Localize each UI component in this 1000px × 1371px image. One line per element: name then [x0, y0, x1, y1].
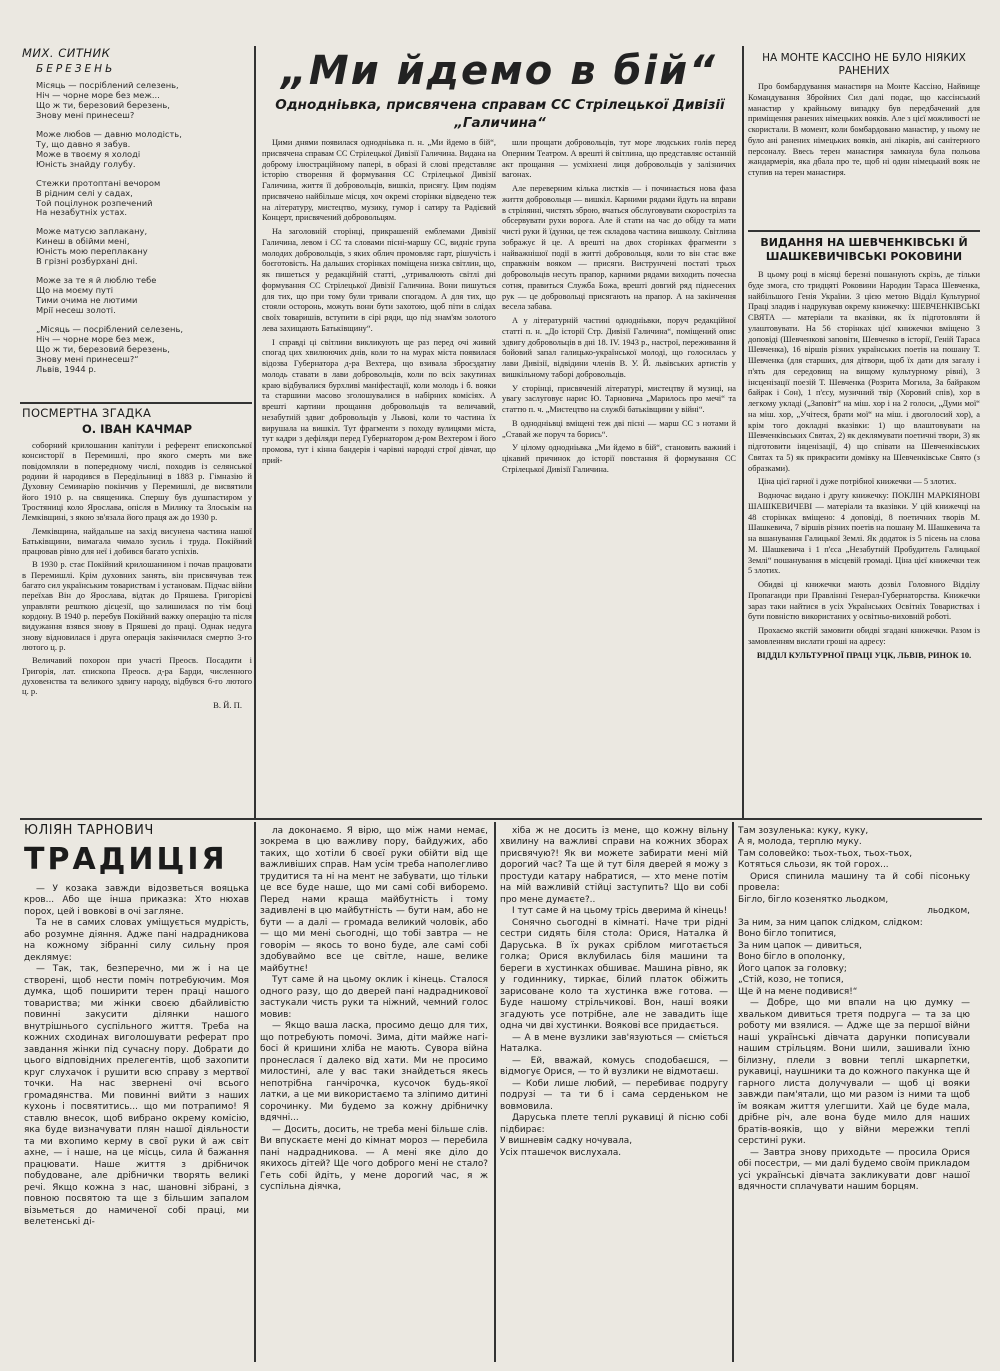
story-paragraph: — Коби лише любий, — перебиває подругу подрузі — та ти б і сама серденьком не вовмовила.: [500, 1078, 728, 1112]
poem-stanza: [36, 81, 252, 121]
obituary-name: О. ІВАН КАЧМАР: [81, 422, 193, 436]
story-paragraph: хіба ж не досить із мене, що кожну вільну хвилину на важливі справи на кожних зборах присвячую?! Як ви можете забирати мені мій дорогий час? Та ще й тут біля дверей я можу з простуди катару набратися, — хто мене потім на мій важливій стійці заступить? Що ви собі про мене думаєте?..: [500, 826, 728, 905]
story-paragraph: — А в мене вузлики зав'язуються — сміється Наталка.: [500, 1032, 728, 1055]
story-paragraph: — Якщо ваша ласка, просимо дещо для тих, що потребують помочі. Зима, діти майже нагі-босі й кришини хліба не мають. Сувора війна пронеслася ї далеко від хати. Ми не просимо милостині, але у вас таки знайдеться якесь непотрібна ганчірочка, кусочок будь-якої латки, а це ми використаємо та зліпимо дитині сорочинку. Ми будемо за кожну дрібничку вдячні...: [260, 1021, 488, 1124]
story-column-4: [738, 826, 970, 1364]
shevchenko-paragraph: Водночас видано і другу книжечку: ПОКЛІН МАРКІЯНОВІ ШАШКЕВИЧЕВІ — матеріали та вказівки. У цій книжечці на 48 сторінках вміщено: 4 доповіді, 8 поетичних творів М. Шашкевича, 7 віршів різних поетів на пошану М. Шашкевича та на вшанування Галицької Землі. Як додаток із 5 пісень на слова М. Шашкевича і 1 п'єса „Незабутній Пробудитель Галицької Землі“ пошанування в місцевій громаді. Ціна цієї книжечки теж 5 злотих.: [748, 491, 980, 576]
shevchenko-paragraph: В цьому році в місяці березні пошанують скрізь, де тільки буде змога, сто тридцяті Роковини Народин Тараса Шевченка, найбільшого Генія України. З цією метою Відділ Культурної Праці зладив і надрукував окрему книжечку: ШЕВЧЕНКІВСЬКІ СВЯТА — матеріали та вказівки, як їх підготовляти й улаштовувати. На 56 сторінках цієї книжечки вміщено 3 доповіді (Шевченкові заповіти, Шевченко в історії, Геній Тараса Шевченка), 16 віршів різних українських поетів на пошану Т. Шевченка (для старших, для дітвори, щоб їх дати для загалу і п'ять для середовищ на вищому культурному рівні), 3 інсценізації поезій Т. Шевченка (Розрита Могила, За байраком байрак і Сон), 1 п'єсу, музичний твір (Хоровий спів), хор в легкому укладі („Заповіт“ на міш. хор і на 2 голоси, „Думи мої“ на міш. хор, „Учітеся, брати мої“ на міш. і двоголосий хор), а крім того докладні вказівки: 1) що влаштовувати на Шевченківських Святах, 2) як деклямувати поетичні твори, 3) як підготовити інценізації, 4) що співати на Шевченківських Святах та 5) як прикрасити домівку на Шевченківське Свято (з образками).: [748, 270, 980, 473]
story-paragraph: Там зозуленька: куку, куку,: [738, 826, 869, 836]
story-paragraph: Там соловейко: тьох-тьох, тьох-тьох,: [738, 848, 913, 859]
poem-line: Той поцілунок розпечений: [36, 197, 153, 208]
monte-cassino-text: [748, 82, 980, 228]
story-paragraph: Ще й на мене подивися!“: [738, 986, 858, 997]
story-paragraph: „Стій, козо, не топися,: [738, 975, 844, 986]
column-rule: [494, 822, 496, 1362]
column-rule: [742, 46, 744, 818]
poem-line: В грізні розбурхані дні.: [36, 256, 138, 267]
poem-line: Тими очима не лютими: [36, 295, 138, 306]
obituary-paragraph: Величавий похорон при участі Преосв. Посадити і Григорія, лат. єпископа Преосв. д-ра Барди, численного духовенства та великого здвигу народу, відбувся 6-го лютого ц. р.: [22, 655, 252, 697]
story-paragraph: У вишневім садку ночувала,: [500, 1136, 633, 1147]
poem-line: Може любов — давню молодість,: [36, 128, 182, 139]
poem-line: Може в твоєму я холоді: [36, 148, 141, 159]
story-paragraph: І тут саме й на цьому трісь дверима й кінець!: [512, 906, 728, 917]
story-paragraph: — Досить, досить, не треба мені більше слів. Ви впускаєте мені до кімнат мороз — перебила пані надрадникова. — А мені яке діло до якихось дітей? Ще чого доброго мені не стало? Геть собі йдіть, у мене дорогий час, я ж суспільна діячка,: [260, 1124, 488, 1193]
poem-line: Юність мою переплакану: [36, 246, 148, 257]
section-divider: [20, 818, 982, 820]
poem-stanza: [36, 325, 252, 375]
story-paragraph: Та не в самих словах уміщується мудрість, або розумне діяння. Адже пані надрадникова на кожному зібранні силу сильну проя деклямує:: [24, 918, 249, 963]
column-rule: [254, 822, 256, 1362]
poem-line: „Місяць — посріблений селезень,: [36, 324, 183, 335]
poem-stanzas: [22, 81, 252, 375]
story-paragraph: Бігло, бігло козенятко льодком,: [738, 894, 889, 905]
poem-line: Що ж ти, березовий березень,: [36, 343, 170, 354]
poem-line: Ніч — чорне море без меж...: [36, 89, 160, 100]
story-column-3: [500, 826, 728, 1364]
article-paragraph: Цими днями появилася однодніьвка п. н. „Ми йдемо в бій“, присвячена справам СС Стрілецької Дивізії Галичина. Видана на доброму ілюстраційному папері, в образі й слові представляє історію створення й формування СС Стрілецької Дивізії Галичина, життя її добровольців, вишкіл, присягу. Цим подіям присвячено найбільше місця, хоч окремі сторінки відведено теж на літературу, мистецтво, музику, гумор і сатиру та Радієвий Концерт, присвячений добровольцям.: [262, 138, 496, 223]
main-article-subtitle: Однодніьвка, присвячена справам СС Стрілецької Дивізії „Галичина“: [275, 97, 725, 131]
story-paragraph: Орися спинила машину та й собі пісоньку провела:: [738, 871, 970, 894]
poem-line: Мрії несеш золоті.: [36, 305, 116, 316]
story-column-1: [24, 884, 249, 1364]
story-paragraph: Котяться сльози, як той горох...: [738, 860, 889, 871]
poem-stanza: [36, 179, 252, 219]
story-paragraph: Воно бігло топитися,: [738, 929, 837, 940]
story-paragraph: Сонячно сьогодні в кімнаті. Наче три рідні сестри сидять біля стола: Орися, Наталка й Даруська. В їх руках сріблом миготається голка; Орися вклубилась біля машини та береги в хустинках обшиває. Машина рівно, як у годиннику, тиркає, білий платок обіжить зарисоване коло та хустинка вже готова. — Буде нашому стрільчикові. Вон, наші вояки згадують усе потрібне, але не завадить іще одна чи дві хустинки. Воякові все придається.: [500, 917, 728, 1032]
poem-author: МИХ. СИТНИК: [22, 46, 111, 60]
poem-line: Може за те я й люблю тебе: [36, 275, 157, 286]
shevchenko-paragraph: Прохаємо якстій замовити обидві згадані книжечки. Разом із замовленням вислати гроші на адресу:: [748, 626, 980, 646]
story-paragraph: ла доконаємо. Я вірю, що між нами немає, зокрема в цю важливу пору, байдужих, або таких, що хотіли б своєї руки обійти від ще важливіших справ. Нам усім треба наполегливо трудитися та ні на мент не забувати, що тільки це все буде наше, що ми самі собі виборемо. Перед нами краща майбутність і тому задивлені в цю майбутність — бути нам, або не бути — а далі — громада великий чоловік, або — що ми мені сьогодні, що тобі завтра — не говорім — якось то воно буде, але самі собі здобуваймо все це світле, наше, велике майбутнє!: [260, 826, 488, 974]
story-paragraph: — У козака завжди відозветься вояцька кров... Або ще інша приказка: Хто нюхав порох, цей і вовкові в очі загляне.: [24, 884, 249, 917]
story-paragraph: — Ей, вважай, комусь сподобаєшся, — відмогує Орися, — то й вузлики не відмотаєш.: [500, 1055, 728, 1078]
poem-line: Ніч — чорне море без меж,: [36, 334, 155, 345]
article-paragraph: Але переверним кілька листків — і починається нова фаза життя добровольця — вишкіл. Карними рядами йдуть на вправи в стрілянні, чистять зброю, вчаться обслуговувати скорострілз та обсервувати рухи ворога. Але й стати на час до обіду та мати чисті руки й їдунки, це теж складова частина вишколу. Світлина зображує й це. А врешті на двох сторінках фрагменти з найважнішої події в житті добровольця, коли то він стає вже справжнім вояком — присяги. Виструнчені постаті трьох добровольців несуть прапор, карними рядами виходить почесна сотня, правиться Служба Божа, врешті довгий ряд піднесених рук — це добровольці присягають на прапор. А на закінчення весела забава.: [502, 184, 736, 312]
shevchenko-title: ВИДАННЯ НА ШЕВЧЕНКІВСЬКІ Й ШАШКЕВИЧІВСЬКІ РОКОВИНИ: [760, 236, 968, 264]
article-paragraph: І справді ці світлини викликують ще раз перед очі живий спогад цих хвилюючих днів, коли то на мурах міста появилася відозва Губернатора д-ра Вехтера, що взивала зброєздатну молодь ставати в лави добровольців, коли по всіх закутинах краю відбувалися бурхливі маніфестації, коли молодь і б. вояки та старшини масово зголошувалися в набірних комісіях. А врешті картини прощання добровольців та величавий, незабутній здвиг добровольців у Львові, коли то частина їх вирушала на вишкіл. Тут фрагменти з походу вулицями міста, тут кадри з дефіляди перед Губернатором д-ром Вехтером і його промова, тут і кінна бандерія і чарівні народні строї дівчат, що прий-: [262, 337, 496, 465]
divider: [748, 230, 980, 232]
column-rule: [254, 46, 256, 818]
main-article-column-2: [502, 138, 736, 810]
poem-stanza: [36, 130, 252, 170]
story-author: ЮЛІЯН ТАРНОВИЧ: [24, 823, 154, 838]
poem-line: На незабутніх устах.: [36, 207, 128, 218]
obituary-paragraph: В 1930 р. стає Покійний крилошанином і почав працювати в Перемишлі. Крім духовних занять, він присвячував теж багато сил українським товариствам і установам. Підчас війни переїхав Він до Ярослава, відтак до Пряшева. Григорієві управляти решткою дієцезії, що залишилася по тім боці кордону. В 1940 р. перебув Покійний важку операцію та після видужання взявся знову в Пряшеві до праці. Однак недуга знову відновилася і друга операція закінчилася смертю 3-го лютого ц. р.: [22, 559, 252, 652]
story-paragraph: — Завтра знову приходьте — просила Орися обі посестри, — ми далі будемо своїм прикладом усі українські дівчата закликувати довг нашої вдячности сплачувати нашим борцям.: [738, 1147, 970, 1193]
column-rule: [732, 822, 734, 1362]
story-paragraph: — Так, так, безперечно, ми ж і на це створені, щоб нести поміч потребуючим. Моя думка, щоб поширити терен праці нашого товариства; ми жінки своєю дбайливістю повинні закусити ділянки нашого внутрішнього суспільного життя. Треба на кожних сходинах виголошувати реферат про завдання жінки під сучасну пору. Добрати до цього відповідних прелегентів, щоб захопити круг слухачок і рушити всю справу з мертвої точки. На нас звернені очі всього громадянства. Ми повинні вийти з наших кухонь і посвятитись... що ми потрапимо! Я ставлю внесок, щоб вибрано окрему комісію, яка буде визначувати плян нашої діяльности та ми вхопимо керму в свої руки й аж світ ахне, — і наше, на це місць, сила й бажання працювати. Наше життя з дрібничок побудоване, але дрібнички творять великі речі. Якщо кожна з нас, шановні зібрані, з повною посвятою та ще з більшим запалом візьметься до намиченої собі праці, ми велетенські ді-: [24, 964, 249, 1228]
obituary-block: [22, 406, 252, 812]
story-column-2: [260, 826, 488, 1364]
obituary-paragraph: соборний крилошанин капітули і референт епископської консисторії в Перемишлі, про якого смерть ми вже повідомляли в попередному числі, походив із селянської родини й народився в Передільниці в 1883 р. Гімназію й Духовну Семинарію покінчив у Перемишлі, де висвятили його 1910 р. на священика. Спершу був душпастиром у Тростяниці коло Ярослава, опісля в Милику та Злоськім на Лемківщині, з якою зв'язала його праця аж до 1930 р.: [22, 440, 252, 523]
story-paragraph: За ним цапок — дивиться,: [738, 940, 862, 951]
shevchenko-text: [748, 270, 980, 810]
poem-title: БЕРЕЗЕНЬ: [36, 63, 116, 75]
story-paragraph: За ним, за ним цапок слідком, слідком:: [738, 917, 923, 928]
poem-block: [22, 46, 252, 401]
obituary-heading: ПОСМЕРТНА ЗГАДКА: [22, 406, 152, 420]
poem-line: Львів, 1944 р.: [36, 363, 97, 374]
story-paragraph: — Добре, що ми впали на цю думку — хвальком дивиться третя подруга — та за цю роботу ми взялися. — Адже ще за першої війни наші українські дівчата дарунки пописували нашим стрільцям. Вони шили, зашивали їхню білизну, плели з вовни теплі шкарпетки, рукавиці, наушники та до кожного пакунка ще й гарного листа долучували — щоб ці вояки завжди пам'ятали, що ми разом із ними та щоб їм воякам життя улегшити. Хай це буде мала, дрібне річ, але вона буде мило для наших братів-вояків, що у війни мережки теплі серстині руки.: [738, 998, 970, 1147]
story-paragraph: Даруська плете теплі рукавиці й пісню собі підбирає:: [500, 1113, 728, 1135]
poem-line: Юність знайду голубу.: [36, 158, 136, 169]
obituary-signature: В. Й. П.: [213, 699, 242, 710]
article-paragraph: А у літературній частині однодніьвки, поруч редакційної статті п. н. „До історії Стр. Дивізії Галичина“, поміщений опис здвигу добровольців в дні 18. IV. 1943 р., настрої, переживання й бойовий запал галицько-української молоді, що голосилась у лави Дивізії, відвідини членів В. У. Й. львівських артистів у вишкільному таборі добровольців.: [502, 316, 736, 379]
poem-line: Знову мені принесеш?: [36, 109, 135, 120]
poem-line: Кинеш в обійми мені,: [36, 236, 130, 247]
story-paragraph: Усіх пташечок вислухала.: [500, 1147, 622, 1158]
story-paragraph: А я, молода, терплю муку.: [738, 837, 862, 848]
story-title: ТРАДИЦІЯ: [24, 842, 228, 877]
story-paragraph: Його цапок за головку;: [738, 963, 847, 974]
monte-cassino-paragraph: Про бомбардування манастиря на Монте Кассіно, Найвище Командування Збройних Сил далі подає, що кассінський манастир у крайньому випадку був передбачений для приміщення ранених німецьких вояків. Але з цієї можливості не скористали. В момент, коли бомбардовано манастир, у ньому не було ані ранених німецьких вояків, ані лікарів, ані санітерного персоналу. Ввесь терен манастиря замкнула була польова жандармерія, яка дбала про те, щоб ні один німецький вояк не ступив на терен манастиря.: [748, 82, 980, 177]
main-article-column-1: [262, 138, 496, 810]
shevchenko-paragraph: Обидві ці книжечки мають дозвіл Головного Відділу Пропаганди при Правлінні Генерал-Губернаторства. Книжечки зараз таки найтися в усіх Українських Освітніх Товариствах і бути повністю використаних у освітньо-виховній роботі.: [748, 580, 980, 622]
poem-line: Місяць — посріблений селезень,: [36, 80, 179, 90]
poem-line: Що на моєму путі: [36, 285, 114, 296]
poem-line: Може матусю заплакану,: [36, 226, 148, 237]
article-paragraph: У цілому однодніьвка „Ми йдемо в бій“, становить важний і цікавий причинок до історії повстання й формування СС Стрілецької Дивізії Галичина.: [502, 443, 736, 474]
article-paragraph: шли прощати добровольців, тут море людських голів перед Оперним Театром. А врешті й світлина, що представляє останній акт прощання — усміхнені лиця добровольців у залізничих вагонах.: [502, 138, 736, 180]
obituary-text: [22, 440, 252, 697]
article-paragraph: В однодніьвці вміщені теж дві пісні — марш СС з нотами й „Ставай же поруч та борись“.: [502, 418, 736, 439]
divider: [20, 402, 252, 404]
story-paragraph: льодком,: [927, 906, 970, 917]
shevchenko-paragraph: Ціна цієї гарної і дуже потрібної книжечки — 5 злотих.: [758, 477, 957, 487]
article-paragraph: На заголовній сторінці, прикрашеній емблемами Дивізії Галичина, левом і СС та словами пісні-маршу СС, видніє група молодих добровольців, з яких облич промовляє гарт, рішучість і боєготовість. На дальших сторінках поміщена низка світлин, що, як пишеться у редакційній статті, „утривалюють світлі дні формування СС Стрілецької Дивізії Галичина. Вони пишуться для тих, що при тому були тривали спогадом. А для тих, що стояли осторонь, можуть вони бути захотою, щоб піти в слідах своїх товаришів, вступити в сірі ряди, що під знам'ям золотого лева захищають Батьківщину“.: [262, 227, 496, 333]
monte-cassino-title: НА МОНТЕ КАССІНО НЕ БУЛО НІЯКИХ РАНЕНИХ: [762, 52, 966, 78]
poem-stanza: [36, 276, 252, 316]
story-paragraph: Воно бігло в ополонку,: [738, 952, 846, 963]
poem-line: В рідним селі у садах,: [36, 187, 133, 198]
poem-line: Що ж ти, березовий березень,: [36, 99, 170, 110]
poem-line: Знову мені принесеш?“: [36, 353, 139, 364]
main-article-title: „Ми йдемо в бій“: [281, 48, 717, 94]
story-paragraph: Тут саме й на цьому оклик і кінець. Сталося одного разу, що до дверей пані надрадникової застукали чисть руки та ніжний, чемний голос мовив:: [260, 975, 488, 1020]
shevchenko-address: ВІДДІЛ КУЛЬТУРНОЇ ПРАЦІ УЦК, ЛЬВІВ, РИНОК 10.: [756, 650, 972, 660]
poem-line: Ту, що давно я забув.: [36, 138, 131, 149]
obituary-paragraph: Лемківщина, найдальше на захід висунена частина нашої Батьківщини, вимагала чимало зусиль і труда. Покійний працював рівно для неї і добився багато успіхів.: [22, 525, 252, 557]
poem-stanza: [36, 227, 252, 267]
article-paragraph: У сторінці, присвяченій літературі, мистецтву й музиці, на увагу заслуговує нарис Ю. Тарновича „Марилось про мечі“ та статтю п. ч. „Мистецтво на службі батьківщини у війні“.: [502, 383, 736, 414]
poem-line: Стежки протоптані вечором: [36, 177, 161, 188]
